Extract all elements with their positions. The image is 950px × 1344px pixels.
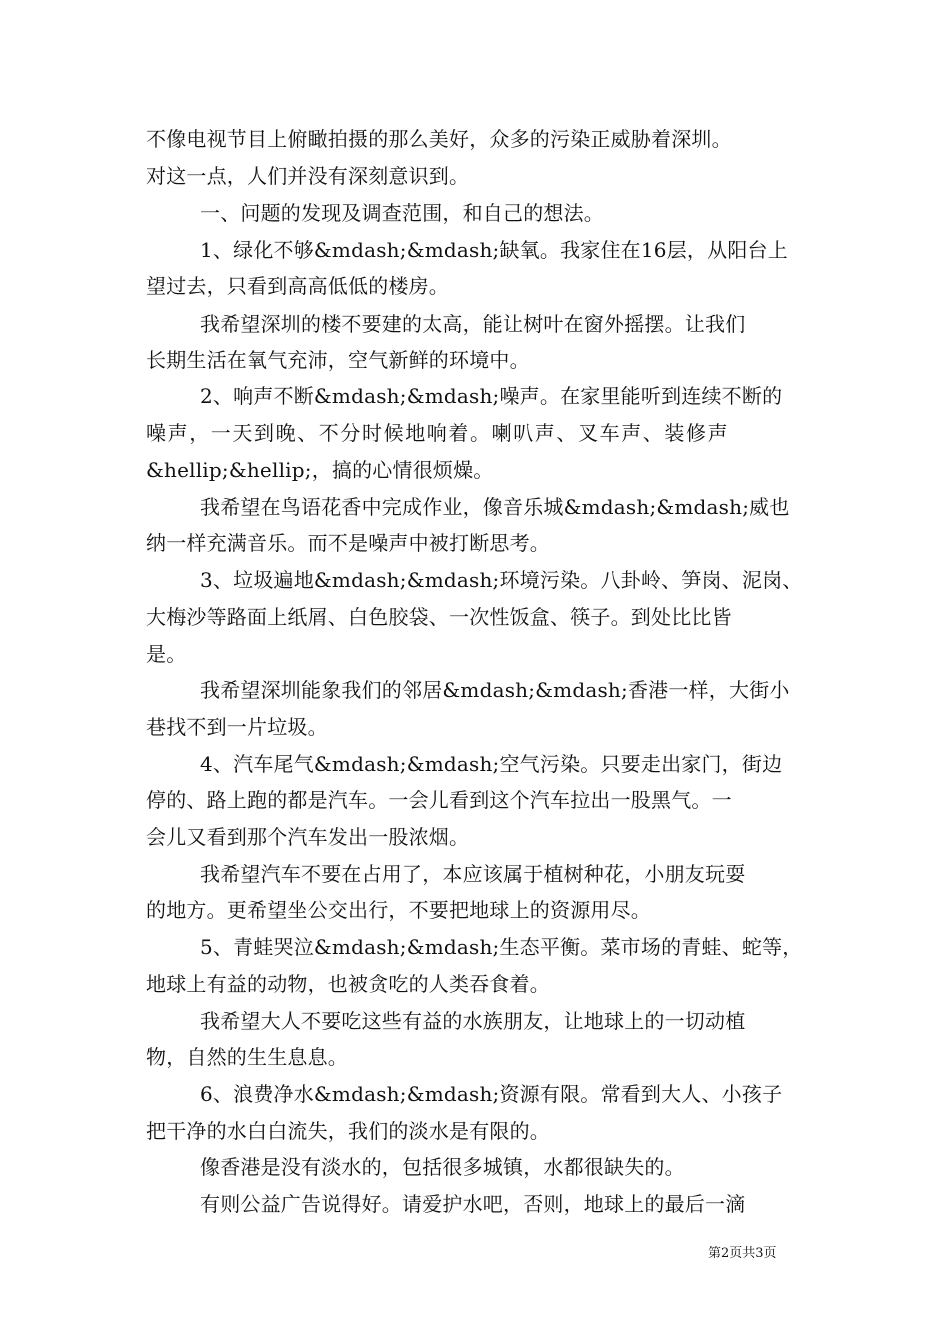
text-line-5: 望过去，只看到高高低低的楼房。: [146, 274, 449, 298]
text-line-10: &hellip;&hellip;，搞的心情很烦燥。: [146, 458, 494, 482]
text-line-14: 大梅沙等路面上纸屑、白色胶袋、一次性饭盒、筷子。到处比比皆: [146, 605, 732, 629]
text-line-23: 5、青蛙哭泣&mdash;&mdash;生态平衡。菜市场的青蛙、蛇等，: [200, 935, 803, 959]
text-line-9: 噪声，一天到晚、不分时候地响着。喇叭声、叉车声、装修声: [146, 421, 730, 445]
text-line-11: 我希望在鸟语花香中完成作业，像音乐城&mdash;&mdash;威也: [200, 495, 790, 519]
text-line-30: 有则公益广告说得好。请爱护水吧，否则，地球上的最后一滴: [200, 1192, 746, 1216]
text-line-7: 长期生活在氧气充沛，空气新鲜的环境中。: [146, 348, 530, 372]
text-line-1: 不像电视节目上俯瞰拍摄的那么美好，众多的污染正威胁着深圳。: [146, 127, 732, 151]
text-line-26: 物，自然的生生息息。: [146, 1045, 348, 1069]
text-line-8: 2、响声不断&mdash;&mdash;噪声。在家里能听到连续不断的: [200, 384, 783, 408]
text-line-4: 1、绿化不够&mdash;&mdash;缺氧。我家住在16层，从阳台上: [200, 238, 788, 262]
text-line-13: 3、垃圾遍地&mdash;&mdash;环境污染。八卦岭、笋岗、泥岗、: [200, 568, 803, 592]
text-line-20: 会儿又看到那个汽车发出一股浓烟。: [146, 825, 470, 849]
text-line-27: 6、浪费净水&mdash;&mdash;资源有限。常看到大人、小孩子: [200, 1082, 783, 1106]
text-line-28: 把干净的水白白流失，我们的淡水是有限的。: [146, 1119, 550, 1143]
text-line-15: 是。: [146, 642, 187, 666]
text-line-12: 纳一样充满音乐。而不是噪声中被打断思考。: [146, 531, 550, 555]
text-line-18: 4、汽车尾气&mdash;&mdash;空气污染。只要走出家门，街边: [200, 752, 783, 776]
page-number-footer: 第2页共3页: [708, 1246, 777, 1261]
text-line-6: 我希望深圳的楼不要建的太高，能让树叶在窗外摇摆。让我们: [200, 312, 746, 336]
text-line-19: 停的、路上跑的都是汽车。一会儿看到这个汽车拉出一股黑气。一: [146, 788, 732, 812]
text-line-16: 我希望深圳能象我们的邻居&mdash;&mdash;香港一样，大街小: [200, 678, 790, 702]
text-line-2: 对这一点，人们并没有深刻意识到。: [146, 164, 470, 188]
text-line-24: 地球上有益的动物，也被贪吃的人类吞食着。: [146, 972, 550, 996]
text-line-25: 我希望大人不要吃这些有益的水族朋友，让地球上的一切动植: [200, 1009, 746, 1033]
text-line-22: 的地方。更希望坐公交出行，不要把地球上的资源用尽。: [146, 898, 651, 922]
text-line-3: 一、问题的发现及调查范围，和自己的想法。: [200, 201, 604, 225]
text-line-17: 巷找不到一片垃圾。: [146, 715, 328, 739]
text-line-21: 我希望汽车不要在占用了，本应该属于植树种花，小朋友玩耍: [200, 862, 746, 886]
text-line-29: 像香港是没有淡水的，包括很多城镇，水都很缺失的。: [200, 1155, 685, 1179]
